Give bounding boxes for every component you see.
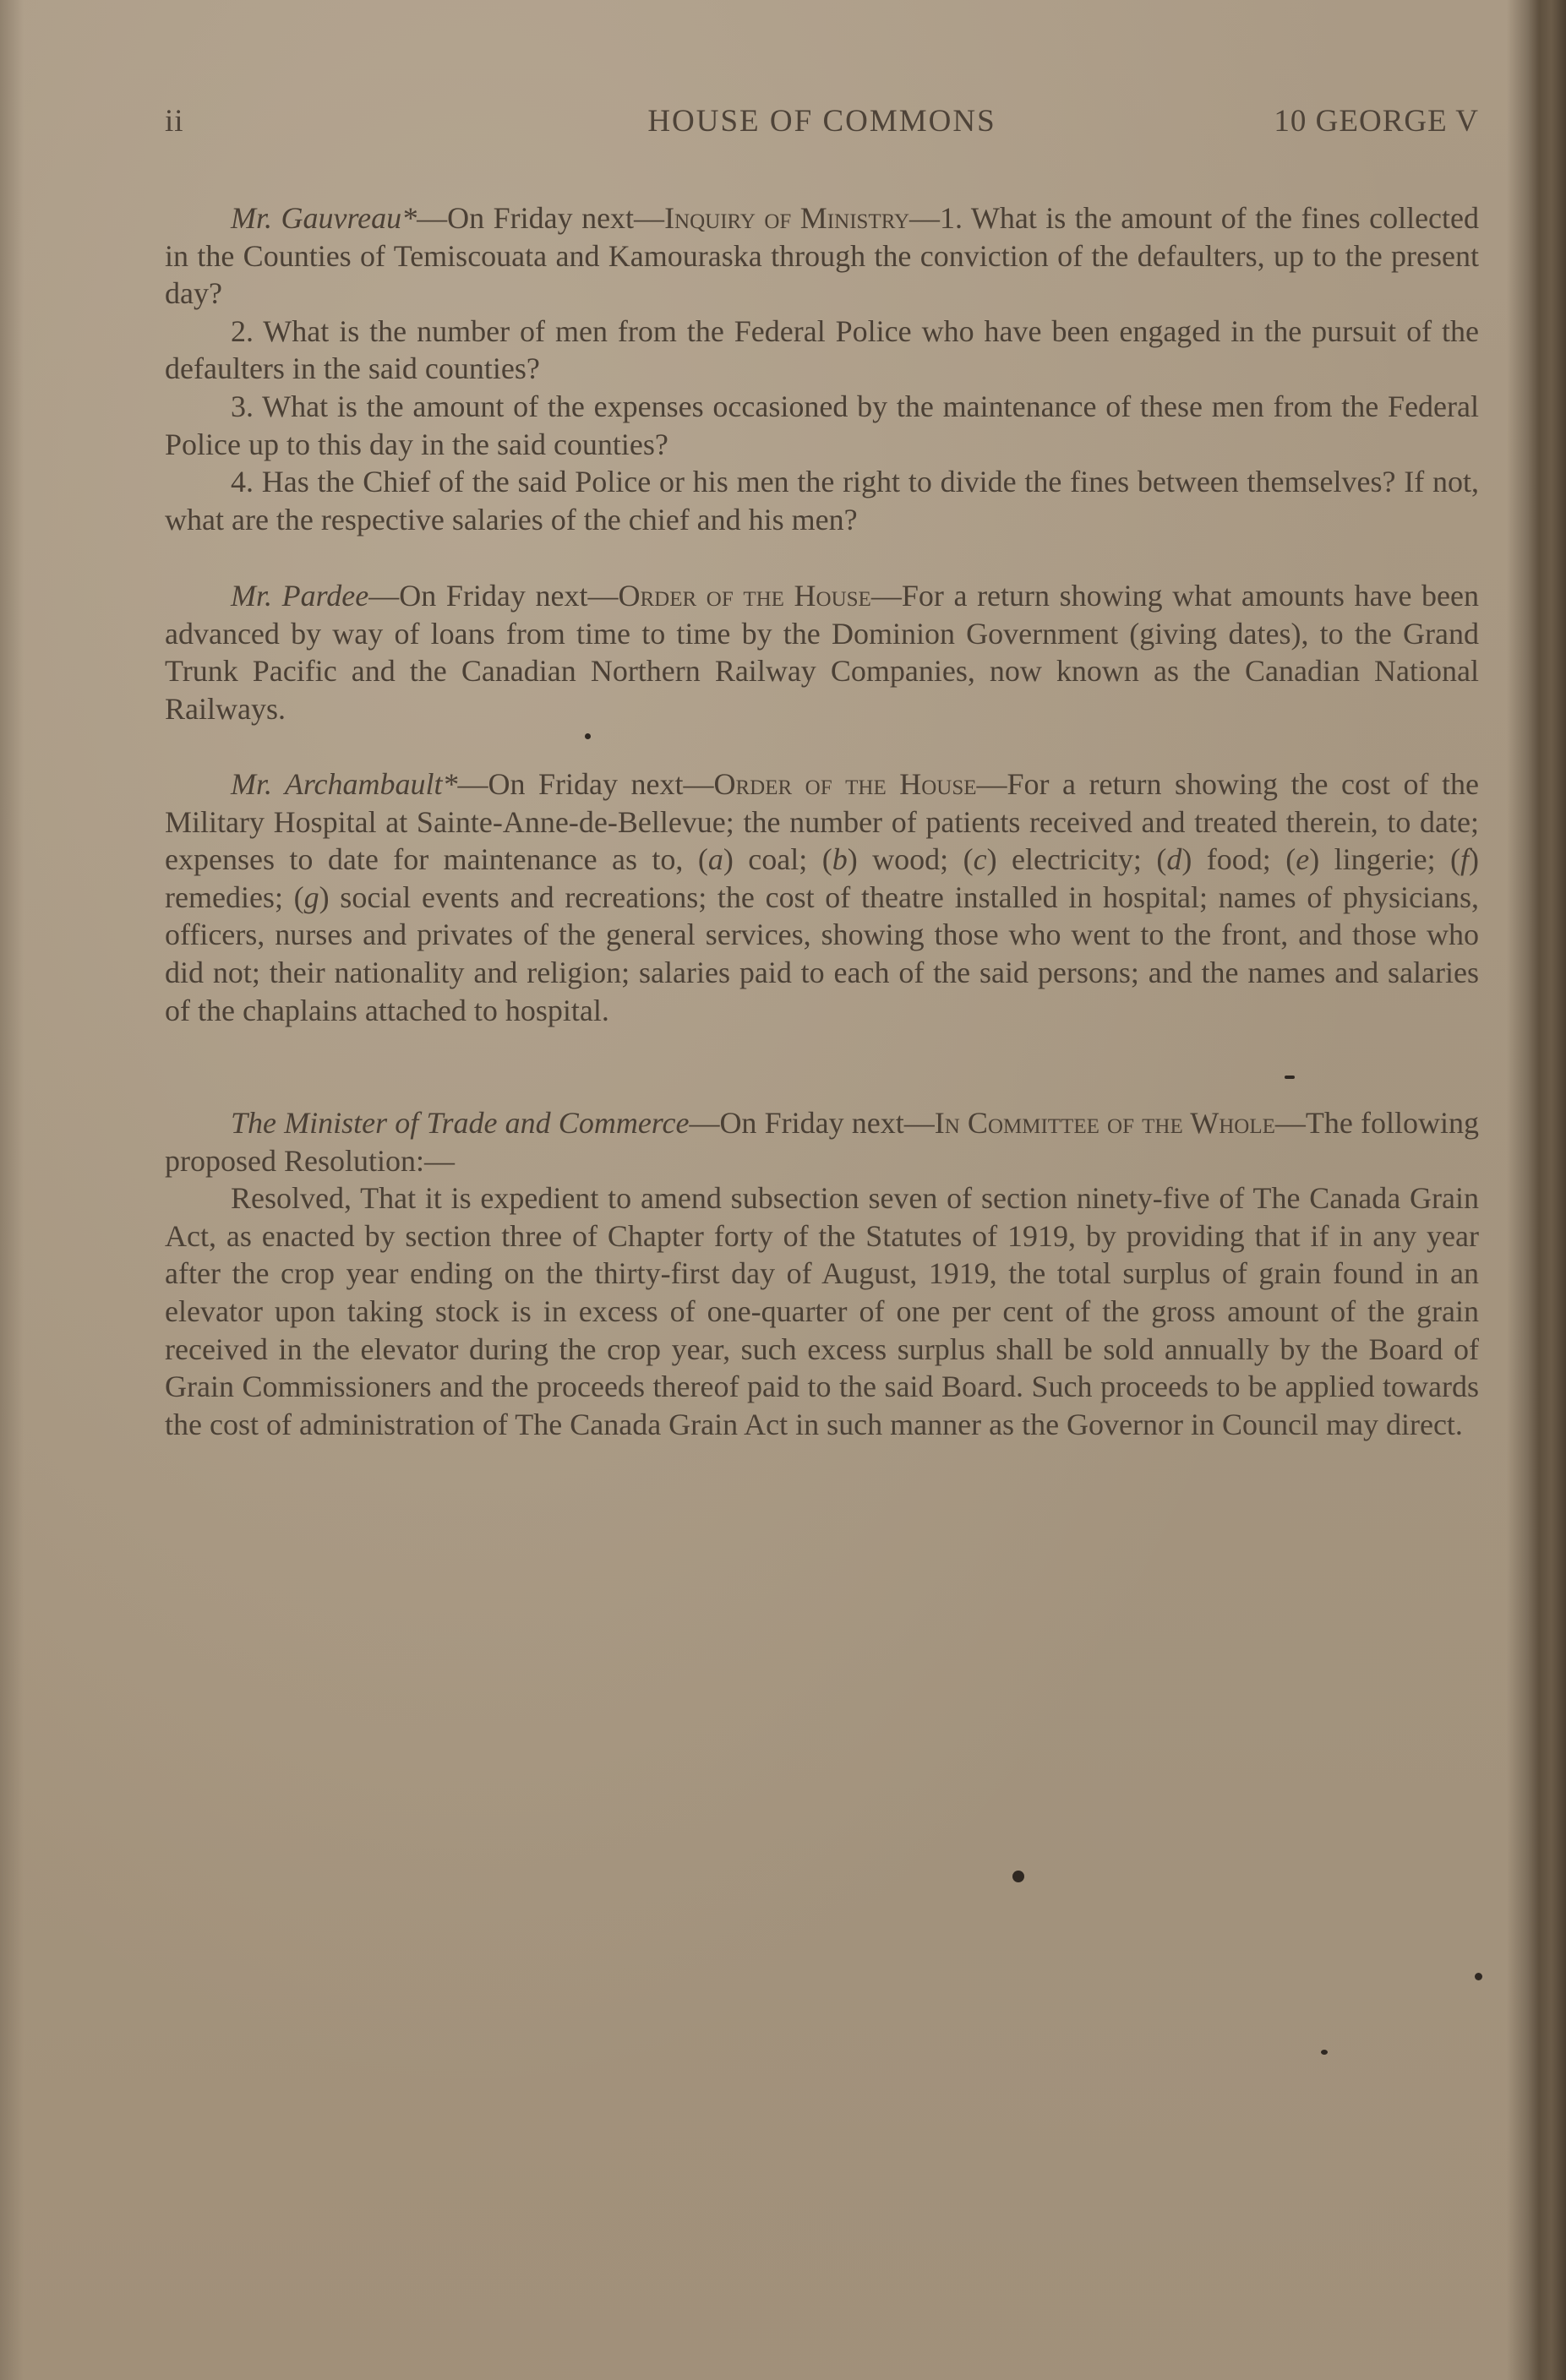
page-number: ii xyxy=(165,104,184,139)
paper-speck xyxy=(1012,1871,1024,1882)
notice-lead: —On Friday next— xyxy=(457,767,714,801)
member-name: Mr. Pardee xyxy=(231,579,369,613)
notice-pardee xyxy=(165,577,1479,727)
notice-paragraph xyxy=(165,199,1479,313)
notice-type: Order of the House xyxy=(618,579,871,613)
notice-text: ) food; ( xyxy=(1181,842,1296,877)
notice-text: —The following proposed Resolution:— xyxy=(165,1106,1480,1178)
notice-text: —1. What is the amount of the fines collected in the Counties of Temiscouata and Kamouraska through the conviction of the defaulters, up to the present day? xyxy=(165,201,1480,311)
list-marker: e xyxy=(1296,842,1310,877)
notice-text: —For a return showing what amounts have been advanced by way of loans from time to time by the Dominion Government (giving dates), to the Grand Trunk Pacific and the Canadian Northern Railway Companies, now known as the Canadian National Railways. xyxy=(165,579,1480,726)
list-marker: f xyxy=(1460,842,1470,877)
member-name: Mr. Gauvreau* xyxy=(231,201,417,235)
session-label: 10 GEORGE V xyxy=(1274,104,1479,139)
notice-text: ) wood; ( xyxy=(847,842,974,877)
binding-edge xyxy=(1507,0,1566,2380)
notice-type: Order of the House xyxy=(713,767,977,801)
notice-text: ) lingerie; ( xyxy=(1309,842,1461,877)
notice-text: —For a return showing the cost of the Military Hospital at Sainte-Anne-de-Bellevue; the number of patients received and treated therein, to date; expenses to date for maintenance as to, ( xyxy=(165,767,1479,877)
notice-archambault xyxy=(165,765,1479,1029)
resolution-text: Resolved, That it is expedient to amend subsection seven of section ninety-five of The Canada Grain Act, as enacted by section three of Chapter forty of the Statutes of 1919, by providing that if in any year after the crop year ending on the thirty-first day of August, 1919, the total surplus of grain found in an elevator upon taking stock is in excess of one-quarter of one per cent of the gross amount of the grain received in the elevator during the crop year, such excess surplus shall be sold annually by the Board of Grain Commissioners and the proceeds thereof paid to the said Board. Such proceeds to be applied towards the cost of administration of The Canada Grain Act in such manner as the Governor in Council may direct. xyxy=(165,1181,1479,1441)
notice-lead: —On Friday next— xyxy=(689,1106,935,1140)
notice-minister xyxy=(165,1104,1479,1443)
running-title: HOUSE OF COMMONS xyxy=(647,104,996,139)
list-marker: c xyxy=(973,842,987,877)
list-marker: d xyxy=(1166,842,1182,877)
notice-gauvreau xyxy=(165,199,1479,538)
notice-lead: —On Friday next— xyxy=(417,201,665,235)
notice-text: ) electricity; ( xyxy=(986,842,1167,877)
page-left-shadow xyxy=(0,0,24,2380)
paper-speck xyxy=(1475,1973,1482,1980)
notice-text: ) remedies; ( xyxy=(165,842,1480,914)
paper-speck xyxy=(585,733,591,739)
notice-type: Inquiry of Ministry xyxy=(664,201,910,235)
paper-speck xyxy=(1285,1076,1295,1079)
notice-text: ) social events and recreations; the cost of theatre installed in hospital; names of physicians, officers, nurses and privates of the general services, showing those who went to the front, and those who did not; their nationality and religion; salaries paid to each of the said persons; and the names and salaries of the chaplains attached to hospital. xyxy=(165,880,1479,1027)
running-head xyxy=(165,103,1479,145)
notice-paragraph xyxy=(165,1104,1479,1179)
notice-type: In Committee of the Whole xyxy=(934,1106,1275,1140)
member-name: The Minister of Trade and Commerce xyxy=(231,1106,690,1140)
list-marker: g xyxy=(303,880,319,914)
list-marker: b xyxy=(832,842,848,877)
notice-text: ) coal; ( xyxy=(723,842,832,877)
paper-speck xyxy=(1321,2050,1328,2055)
notice-question: 4. Has the Chief of the said Police or his men the right to divide the fines between themselves? If not, what are the respective salaries of the chief and his men? xyxy=(165,465,1479,536)
list-marker: a xyxy=(707,842,723,877)
member-name: Mr. Archambault* xyxy=(231,767,458,801)
notice-question: 2. What is the number of men from the Federal Police who have been engaged in the pursuit of the defaulters in the said counties? xyxy=(165,313,1479,386)
notice-lead: —On Friday next— xyxy=(368,579,619,613)
notice-paragraph xyxy=(165,765,1479,1029)
notice-paragraph xyxy=(165,577,1479,727)
notice-question: 3. What is the amount of the expenses occasioned by the maintenance of these men from the Federal Police up to this day in the said counties? xyxy=(165,389,1479,461)
